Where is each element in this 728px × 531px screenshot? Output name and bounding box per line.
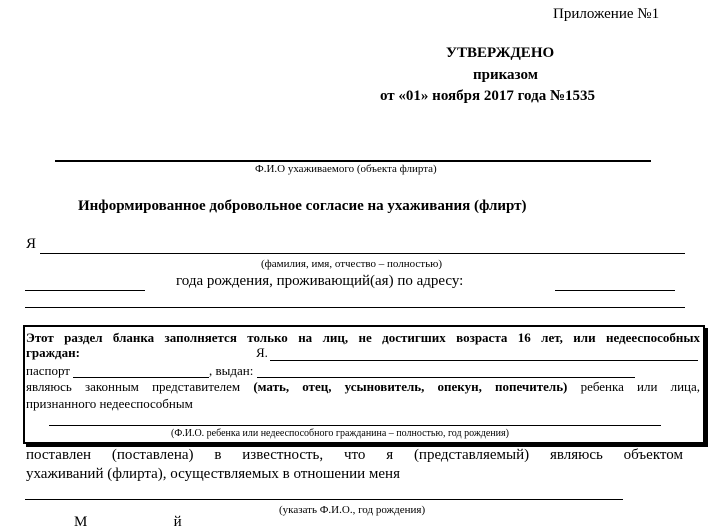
recognized-label: признанного недееспособным <box>26 396 193 411</box>
subject-caption: Ф.И.О ухаживаемого (объекта флирта) <box>255 163 437 175</box>
rep-prefix: являюсь законным представителем <box>26 379 241 394</box>
appendix-label: Приложение №1 <box>553 6 660 22</box>
guardian-section <box>23 325 705 444</box>
section-intro: Этот раздел бланка заполняется только на лиц, не достигших возраста 16 лет, или недееспособных <box>26 330 700 345</box>
birth-year-line[interactable] <box>25 290 145 291</box>
passport-number-line[interactable] <box>73 377 209 378</box>
rep-suffix: ребенка или лица, <box>580 379 701 394</box>
subject-line[interactable] <box>55 160 651 162</box>
birth-address-label: года рождения, проживающий(ая) по адресу: <box>176 273 464 289</box>
order-date: от «01» ноября 2017 года №1535 <box>380 88 596 104</box>
approved-heading: УТВЕРЖДЕНО <box>446 45 555 61</box>
rep-roles: (мать, отец, усыновитель, опекун, попечитель) <box>253 379 568 394</box>
document-title: Информированное добровольное согласие на ухаживания (флирт) <box>78 198 527 214</box>
body-line-2: ухаживаний (флирта), осуществляемых в отношении меня <box>26 466 400 482</box>
issued-by-line[interactable] <box>257 377 635 378</box>
order-label: приказом <box>473 67 538 83</box>
specify-line[interactable] <box>25 499 623 500</box>
full-name-line[interactable] <box>40 253 685 254</box>
address-line-2[interactable] <box>25 307 685 308</box>
child-caption: (Ф.И.О. ребенка или недееспособного гражданина – полностью, год рождения) <box>171 428 509 439</box>
guardian-name-line[interactable] <box>270 360 698 361</box>
representative-statement <box>26 379 700 395</box>
passport-label: паспорт <box>26 363 70 378</box>
body-line-1: поставлен (поставлена) в известность, что я (представляемый) являюсь объектом <box>26 447 683 463</box>
specify-caption: (указать Ф.И.О., год рождения) <box>279 504 426 516</box>
full-name-caption: (фамилия, имя, отчество – полностью) <box>261 258 443 270</box>
body-line-3-partial: М й <box>74 514 182 530</box>
guardian-i-label: Я. <box>256 345 268 360</box>
child-name-line[interactable] <box>49 425 661 426</box>
issued-label: , выдан: <box>209 363 254 378</box>
i-label: Я <box>26 236 37 252</box>
address-line-1[interactable] <box>555 290 675 291</box>
section-intro-end: граждан: <box>26 345 80 360</box>
